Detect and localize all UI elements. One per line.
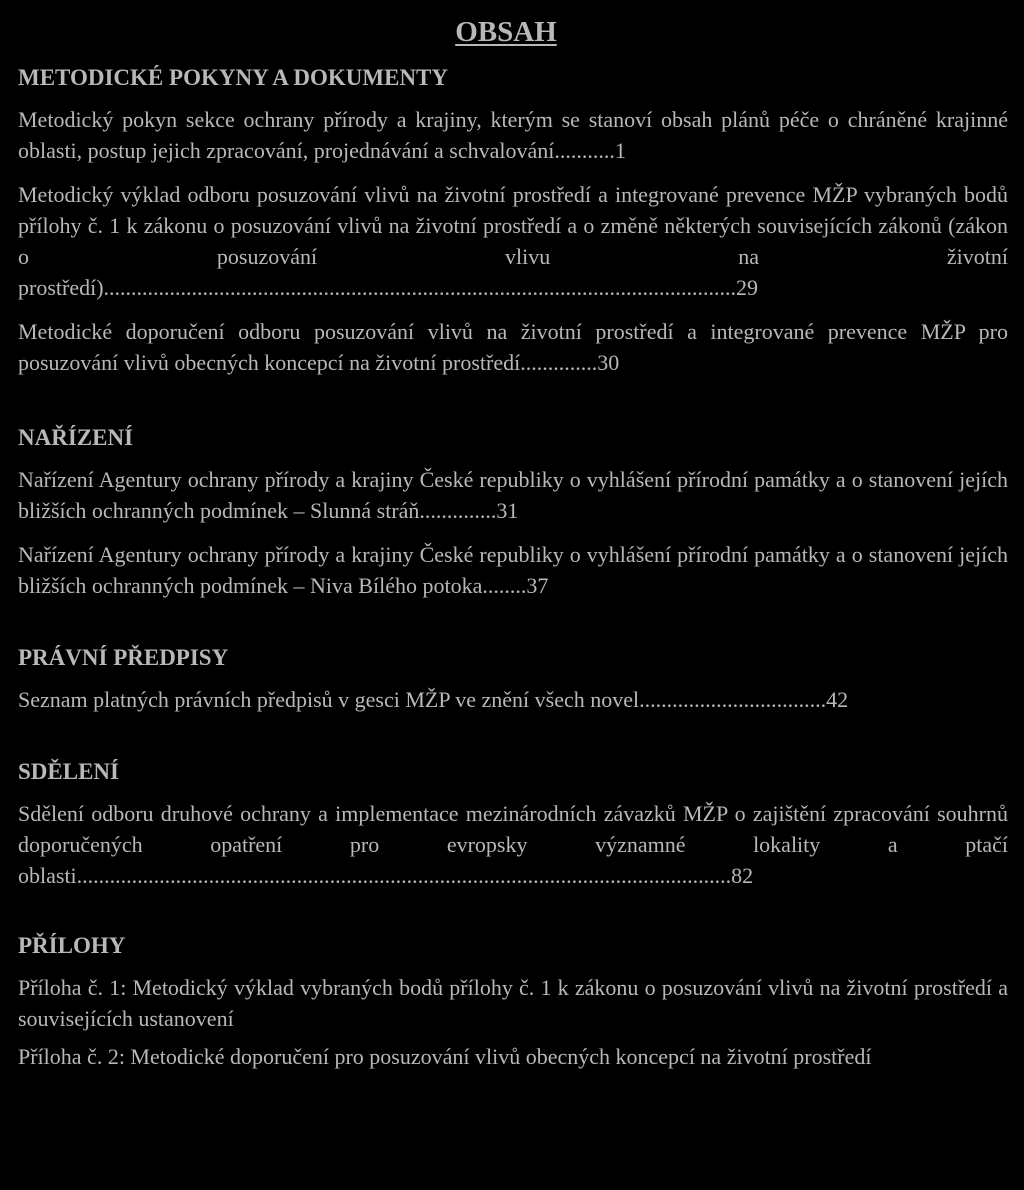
section-pravni-predpisy [18, 642, 1008, 715]
entry-leader: ........... [554, 138, 615, 163]
entry-leader: ................................................................................................................... [103, 275, 737, 300]
entry-text: Metodický výklad odboru posuzování vlivů na životní prostředí a integrované prevence MŽP vybraných bodů přílohy č. 1 k zákonu o posuzování vlivů na životní prostředí a o změně některých souvisejících zákonů (zákon o posuzování vlivu na životní prostředí) [18, 182, 1008, 300]
entry-text: Sdělení odboru druhové ochrany a implementace mezinárodních závazků MŽP o zajištění zpracování souhrnů doporučených opatření pro evropsky významné lokality a ptačí oblasti [18, 801, 1008, 888]
entry-page-number: 29 [736, 275, 759, 300]
entry-text: Metodický pokyn sekce ochrany přírody a krajiny, kterým se stanoví obsah plánů péče o chráněné krajinné oblasti, postup jejich zpracování, projednávání a schvalování [18, 107, 1008, 163]
toc-entry[interactable] [18, 316, 1008, 378]
section-metodicke-pokyny [18, 62, 1008, 378]
entry-text: Seznam platných právních předpisů v gesci MŽP ve znění všech novel [18, 687, 640, 712]
entry-page-number: 31 [496, 498, 519, 523]
entry-page-number: 82 [731, 863, 754, 888]
entry-text: Nařízení Agentury ochrany přírody a krajiny České republiky o vyhlášení přírodní památky a o stanovení jejích bližších ochranných podmínek – Niva Bílého potoka [18, 542, 1008, 598]
section-narizeni [18, 422, 1008, 601]
toc-entry[interactable] [18, 684, 1008, 715]
entry-text: Příloha č. 1: Metodický výklad vybraných bodů přílohy č. 1 k zákonu o posuzování vlivů na životní prostředí a souvisejících ustanovení [18, 975, 1008, 1031]
entry-page-number: 37 [526, 573, 549, 598]
section-heading: METODICKÉ POKYNY A DOKUMENTY [18, 65, 449, 90]
entry-page-number: 1 [614, 138, 626, 163]
entry-page-number: 30 [597, 350, 620, 375]
toc-entry[interactable] [18, 104, 1008, 166]
section-heading: PRÁVNÍ PŘEDPISY [18, 645, 229, 670]
entry-leader: .............. [419, 498, 497, 523]
entry-leader: .................................. [639, 687, 827, 712]
page-title: OBSAH [455, 16, 557, 48]
toc-entry[interactable] [18, 1041, 1008, 1072]
toc-entry[interactable] [18, 539, 1008, 601]
section-heading: NAŘÍZENÍ [18, 425, 134, 450]
entry-leader: .............. [520, 350, 598, 375]
entry-leader: ........ [482, 573, 527, 598]
toc-entry[interactable] [18, 972, 1008, 1034]
entry-leader: ....................................................................................................................... [76, 863, 732, 888]
section-sdeleni [18, 756, 1008, 891]
section-heading: SDĚLENÍ [18, 759, 119, 784]
entry-text: Nařízení Agentury ochrany přírody a krajiny České republiky o vyhlášení přírodní památky a o stanovení jejích bližších ochranných podmínek – Slunná stráň [18, 467, 1008, 523]
entry-text: Metodické doporučení odboru posuzování vlivů na životní prostředí a integrované prevence MŽP pro posuzování vlivů obecných koncepcí na životní prostředí [18, 319, 1008, 375]
toc-entry[interactable] [18, 464, 1008, 526]
section-heading: PŘÍLOHY [18, 933, 126, 958]
section-prilohy [18, 930, 1008, 1072]
entry-text: Příloha č. 2: Metodické doporučení pro posuzování vlivů obecných koncepcí na životní prostředí [18, 1044, 872, 1069]
entry-page-number: 42 [826, 687, 849, 712]
toc-entry[interactable] [18, 798, 1008, 891]
toc-entry[interactable] [18, 179, 1008, 303]
